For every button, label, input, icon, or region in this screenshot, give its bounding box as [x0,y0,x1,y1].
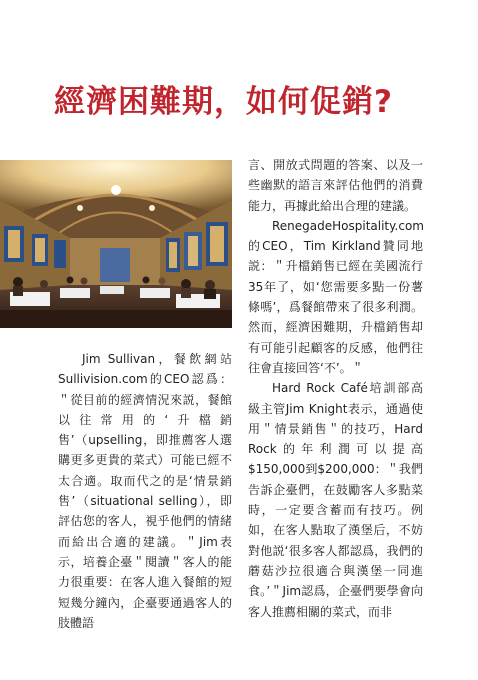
paragraph-continued: 言、開放式問題的答案、以及一些幽默的語言來評估他們的消費能力，再據此給出合理的建議。 [248,158,423,213]
paragraph: RenegadeHospitality.com的CEO，Tim Kirkland贊同地説：＂升檔銷售已經在美國流行35年了，如‘您需要多點一份薯條嗎’，爲餐館帶來了很多利潤。然而，經濟困難期，升檔銷售却有可能引起顧客的反感，他們往往會直接回答‘不’。＂ [248,218,424,375]
left-text-column [58,349,232,633]
paragraph: Hard Rock Café培訓部高級主管Jim Knight表示，通過使用＂情景銷售＂的技巧，Hard Rock的年利潤可以提高$150,000到$200,000：＂我們告訴企臺們，在鼓勵客人多點菜時，一定要含蓄而有技巧。例如，在客人點取了漢堡后，不妨對他説‘很多客人都認爲，我們的蘑菇沙拉很適合與漢堡一同進食。’＂Jim認爲，企臺們要學會向客人推薦相關的菜式，而非 [248,381,423,619]
article-title: 經濟困難期，如何促銷? [54,84,393,120]
paragraph: Jim Sullivan，餐飲網站Sullivision.com的CEO認爲：＂從目前的經濟情況來説，餐館以往常用的‘升檔銷售’（upselling，即推薦客人選購更多更貴的菜式）可能已經不太合適。取而代之的是‘情景銷售’（situational selling），即評估您的客人，視乎他們的情緒而給出合適的建議。＂Jim表示，培養企臺＂閱讀＂客人的能力很重要：在客人進入餐館的短短幾分鐘內，企臺要通過客人的肢體語 [58,352,232,630]
restaurant-interior-photo [0,160,232,328]
right-text-column [248,155,423,622]
